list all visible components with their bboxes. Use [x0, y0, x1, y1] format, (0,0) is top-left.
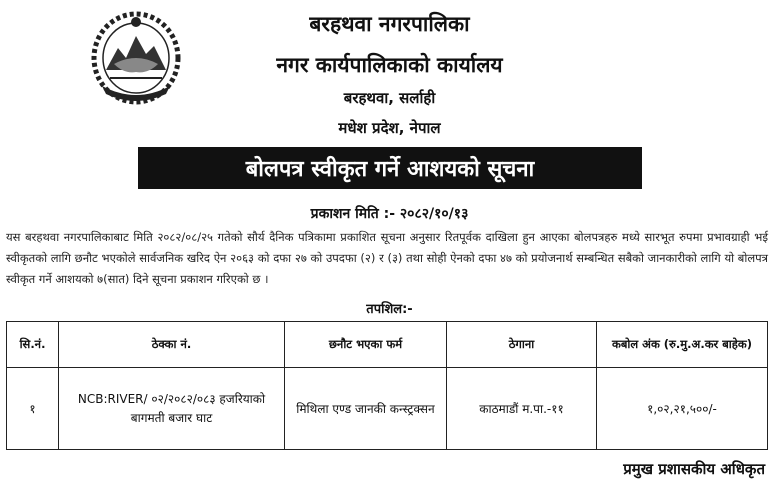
table-header-row [7, 322, 768, 368]
office-location: बरहथवा, सर्लाही [343, 89, 436, 107]
bid-table [6, 321, 768, 450]
contract-line-1: NCB:RIVER/ ०२/२०८२/०८३ हजरियाको [77, 391, 266, 406]
table-row [7, 368, 768, 450]
cell-sn: १ [7, 368, 59, 450]
header-address: ठेगाना [447, 322, 597, 368]
header-firm: छनौट भएका फर्म [285, 322, 447, 368]
municipality-name: बरहथवा नगरपालिका [309, 12, 470, 36]
province-name: मधेश प्रदेश, नेपाल [338, 119, 441, 137]
cell-address: काठमाडौं म.पा.-११ [447, 368, 597, 450]
notice-body: यस बरहथवा नगरपालिकाबाट मिति २०८२/०८/२५ गतेको सौर्य दैनिक पत्रिकामा प्रकाशित सूचना अनुसार रितपूर्वक दाखिला हुन आएका बोलपत्रहरु मध्ये सारभूत रुपमा प्रभावग्राही भई स्वीकृतको लागि छनौट भएकोले सार्वजनिक खरिद ऐन २०६३ को दफा २७ को उपदफा (२) र (३) तथा सोही ऐनको दफा ४७ को प्रयोजनार्थ सम्बन्धित सबैको जानकारीको लागि यो बोलपत्र स्वीकृत गर्ने आशयको ७(सात) दिने सूचना प्रकाशन गरिएको छ । [6, 230, 768, 286]
cell-contract [59, 368, 285, 450]
cell-firm: मिथिला एण्ड जानकी कन्स्ट्रक्सन [285, 368, 447, 450]
details-heading: तपशिल:- [366, 302, 413, 317]
cell-amount: १,०२,२१,५००/- [597, 368, 768, 450]
header-amount: कबोल अंक (रु.मु.अ.कर बाहेक) [597, 322, 768, 368]
notice-title: बोलपत्र स्वीकृत गर्ने आशयको सूचना [138, 147, 642, 189]
header-contract: ठेक्का नं. [59, 322, 285, 368]
contract-line-2: बागमती बजार घाट [130, 410, 213, 425]
office-name: नगर कार्यपालिकाको कार्यालय [276, 53, 503, 77]
header-sn: सि.नं. [7, 322, 59, 368]
signatory-title: प्रमुख प्रशासकीय अधिकृत [623, 460, 765, 478]
publication-date: प्रकाशन मिति :- २०८२/१०/१३ [310, 206, 469, 222]
